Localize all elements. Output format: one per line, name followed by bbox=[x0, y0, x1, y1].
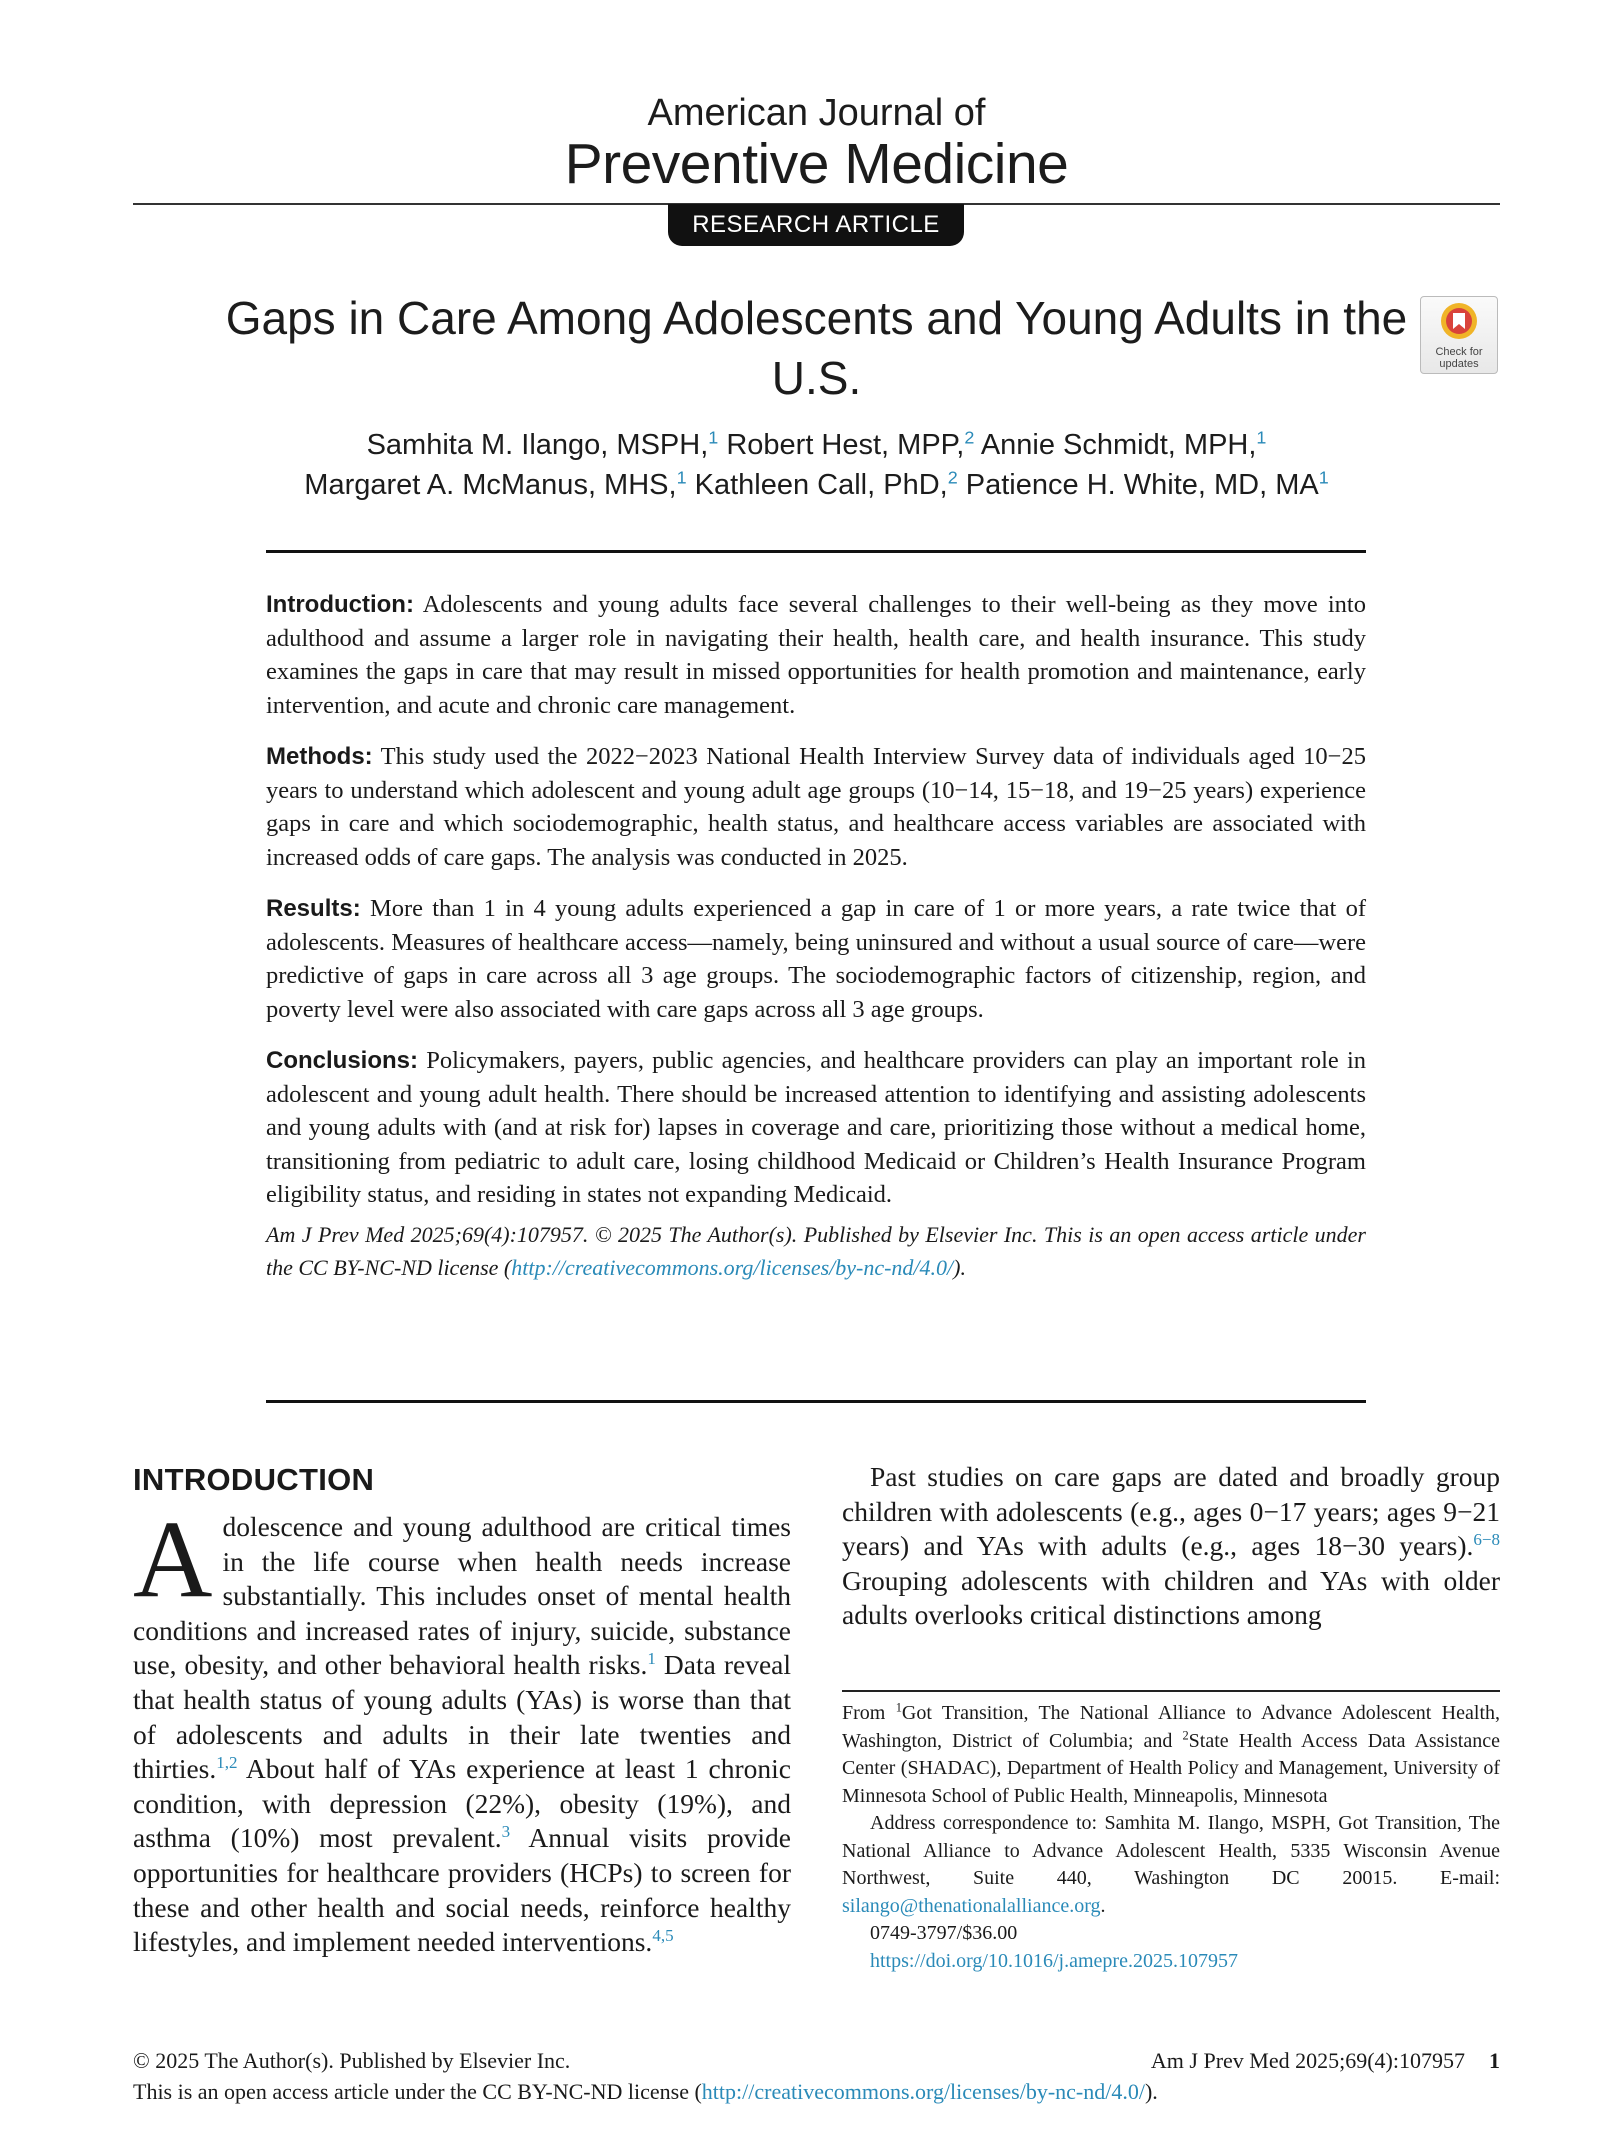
article-title: Gaps in Care Among Adolescents and Young Adults in the U.S. bbox=[225, 292, 1408, 404]
body-text-segment: dolescence and young adulthood are critical times in the life course when health needs increase substantially. This includes onset of mental health conditions and increased rates of injury, suicide, substance use, obesity, and other behavioral health risks. bbox=[133, 1511, 791, 1681]
abstract-heading: Conclusions: bbox=[266, 1047, 419, 1074]
abstract-citation bbox=[266, 1218, 1366, 1284]
abstract-heading: Methods: bbox=[266, 743, 373, 770]
crossmark-icon bbox=[1439, 301, 1479, 341]
affiliation-marker: 2 bbox=[1182, 1727, 1189, 1742]
footer-license bbox=[133, 2077, 1158, 2107]
affiliations-note bbox=[842, 1700, 1500, 1810]
author[interactable] bbox=[726, 429, 974, 461]
reference-link[interactable]: 6−8 bbox=[1473, 1530, 1500, 1550]
reference-link[interactable]: 4,5 bbox=[652, 1925, 674, 1945]
footnote-text: Got Transition, The National Alliance to Advance Adolescent Health, Washington, District of Columbia; and bbox=[842, 1702, 1500, 1752]
abstract-top-rule bbox=[266, 550, 1366, 553]
footer-citation-group bbox=[1151, 2046, 1500, 2076]
check-updates-label-line1: Check for bbox=[1435, 346, 1483, 358]
journal-name-line1: American Journal of bbox=[647, 92, 986, 134]
author-list bbox=[200, 425, 1433, 505]
footer-license-text: This is an open access article under the CC BY-NC-ND license ( bbox=[133, 2079, 702, 2104]
reference-link[interactable]: 1,2 bbox=[216, 1753, 238, 1772]
doi-link[interactable]: https://doi.org/10.1016/j.amepre.2025.107957 bbox=[870, 1949, 1238, 1972]
author-name: Patience H. White, MD, MA bbox=[965, 469, 1319, 501]
section-heading-introduction: INTRODUCTION bbox=[133, 1462, 375, 1497]
check-updates-label bbox=[1421, 346, 1497, 370]
body-text-segment: About half of YAs experience at least 1 chronic condition, with depression (22%), obesity (19%), and asthma (10%) most prevalent. bbox=[133, 1753, 791, 1854]
reference-link[interactable]: 1 bbox=[647, 1649, 656, 1669]
author-name: Samhita M. Ilango, MSPH, bbox=[366, 429, 709, 461]
footnote-text: From bbox=[842, 1702, 896, 1724]
doi-note bbox=[842, 1948, 1500, 1976]
author[interactable] bbox=[304, 469, 686, 501]
footer-copyright: © 2025 The Author(s). Published by Elsevier Inc. bbox=[133, 2048, 571, 2073]
affiliation-ref[interactable]: 1 bbox=[676, 467, 687, 488]
author-name: Kathleen Call, PhD, bbox=[694, 469, 948, 501]
abstract-results bbox=[266, 892, 1366, 1026]
affiliation-ref[interactable]: 2 bbox=[947, 467, 958, 488]
abstract-heading: Results: bbox=[266, 895, 361, 922]
abstract-introduction bbox=[266, 588, 1366, 722]
footer-license-end: ). bbox=[1144, 2079, 1158, 2104]
page-number: 1 bbox=[1489, 2048, 1500, 2073]
affiliation-marker: 1 bbox=[895, 1700, 902, 1715]
article-type-badge: RESEARCH ARTICLE bbox=[668, 204, 964, 246]
affiliation-ref[interactable]: 1 bbox=[1318, 467, 1329, 488]
issn-price: 0749-3797/$36.00 bbox=[870, 1922, 1018, 1944]
body-text-segment: Annual visits provide opportunities for healthcare providers (HCPs) to screen for these and other health and social needs, reinforce healthy lifestyles, and implement needed interventions. bbox=[133, 1822, 791, 1958]
affiliation-ref[interactable]: 2 bbox=[964, 427, 975, 448]
abstract-text: More than 1 in 4 young adults experienced a gap in care of 1 or more years, a rate twice that of adolescents. Measures of healthcare access—namely, being uninsured and without a usual source of care—were predictive of gaps in care across all 3 age groups. The sociodemographic factors of citizenship, region, and poverty level were also associated with care gaps across all 3 age groups. bbox=[266, 895, 1366, 1023]
citation-end: ). bbox=[953, 1254, 966, 1280]
author[interactable] bbox=[695, 469, 958, 501]
footer-license-link[interactable]: http://creativecommons.org/licenses/by-nc-nd/4.0/ bbox=[701, 2079, 1145, 2104]
abstract-text: Adolescents and young adults face several challenges to their well-being as they move into adulthood and assume a larger role in navigating their health, health care, and health insurance. This study examines the gaps in care that may result in missed opportunities for health promotion and maintenance, early intervention, and acute and chronic care management. bbox=[266, 591, 1366, 719]
footer-citation: Am J Prev Med 2025;69(4):107957 bbox=[1150, 2048, 1465, 2073]
abstract-conclusions bbox=[266, 1044, 1366, 1212]
footnote-rule bbox=[842, 1690, 1500, 1692]
check-for-updates-button[interactable] bbox=[1420, 296, 1498, 374]
abstract-text: Policymakers, payers, public agencies, and healthcare providers can play an important role in adolescent and young adult health. There should be increased attention to identifying and assisting adolescents and young adults with (and at risk for) lapses in coverage and care, prioritizing those without a medical home, transitioning from pediatric to adult care, losing childhood Medicaid or Children’s Health Insurance Program eligibility status, and residing in states not expanding Medicaid. bbox=[266, 1047, 1367, 1208]
author-name: Margaret A. McManus, MHS, bbox=[304, 469, 677, 501]
abstract bbox=[266, 588, 1366, 1306]
drop-cap: A bbox=[133, 1498, 213, 1620]
body-text-segment: Past studies on care gaps are dated and broadly group children with adolescents (e.g., ages 0−17 years; ages 9−21 years) and YAs with adults (e.g., ages 18−30 years). bbox=[842, 1461, 1500, 1562]
author[interactable] bbox=[981, 429, 1267, 461]
intro-paragraph-1 bbox=[133, 1498, 791, 1960]
right-column bbox=[842, 1460, 1500, 1633]
abstract-text: This study used the 2022−2023 National Health Interview Survey data of individuals aged 10−25 years to understand which adolescent and young adult age groups (10−14, 15−18, and 19−25 years) experience gaps in care and which sociodemographic, health status, and healthcare access variables are associated with increased odds of care gaps. The analysis was conducted in 2025. bbox=[266, 743, 1366, 871]
intro-paragraph-2 bbox=[842, 1460, 1500, 1633]
affiliation-ref[interactable]: 1 bbox=[1256, 427, 1267, 448]
author[interactable] bbox=[367, 429, 719, 461]
correspondence-note: Address correspondence to: Samhita M. Ilango, MSPH, Got Transition, The National Alliance to Advance Adolescent Health, 5335 Wisconsin Avenue Northwest, Suite 440, Washington DC 20015. E-mail: silango@thenationalalliance.org. bbox=[842, 1812, 1500, 1917]
author-name: Annie Schmidt, MPH, bbox=[980, 429, 1257, 461]
email-link[interactable]: silango@thenationalalliance.org bbox=[842, 1894, 1101, 1917]
author[interactable] bbox=[966, 469, 1329, 501]
reference-link[interactable]: 3 bbox=[501, 1822, 511, 1842]
footnote-text: State Health Access Data Assistance Center (SHADAC), Department of Health Policy and Management, University of Minnesota School of Public Health, Minneapolis, Minnesota bbox=[842, 1729, 1500, 1807]
left-column bbox=[133, 1460, 791, 1960]
abstract-heading: Introduction: bbox=[266, 591, 414, 618]
journal-name-line2: Preventive Medicine bbox=[564, 132, 1069, 196]
affiliation-ref[interactable]: 1 bbox=[708, 427, 719, 448]
abstract-bottom-rule bbox=[266, 1400, 1366, 1403]
body-text-segment: Data reveal that health status of young adults (YAs) is worse than that of adolescents and adults in their late twenties and thirties. bbox=[133, 1649, 791, 1785]
license-link[interactable]: http://creativecommons.org/licenses/by-nc-nd/4.0/ bbox=[511, 1254, 954, 1280]
abstract-methods bbox=[266, 740, 1366, 874]
body-text-segment: Grouping adolescents with children and YAs with older adults overlooks critical distinctions among bbox=[842, 1564, 1500, 1631]
article-footnotes bbox=[842, 1700, 1500, 1975]
correspondence-text: Address correspondence to: Samhita M. Ilango, MSPH, Got Transition, The National Alliance to Advance Adolescent Health, 5335 Wisconsin Avenue Northwest, Suite 440, Washington DC 20015. E-mail: bbox=[842, 1812, 1500, 1889]
check-updates-label-line2: updates bbox=[1439, 358, 1479, 370]
journal-header bbox=[133, 92, 1500, 194]
author-name: Robert Hest, MPP, bbox=[726, 429, 965, 461]
citation-text: Am J Prev Med 2025;69(4):107957. © 2025 The Author(s). Published by Elsevier Inc. This is an open access article under the CC BY-NC-ND license ( bbox=[266, 1221, 1366, 1280]
